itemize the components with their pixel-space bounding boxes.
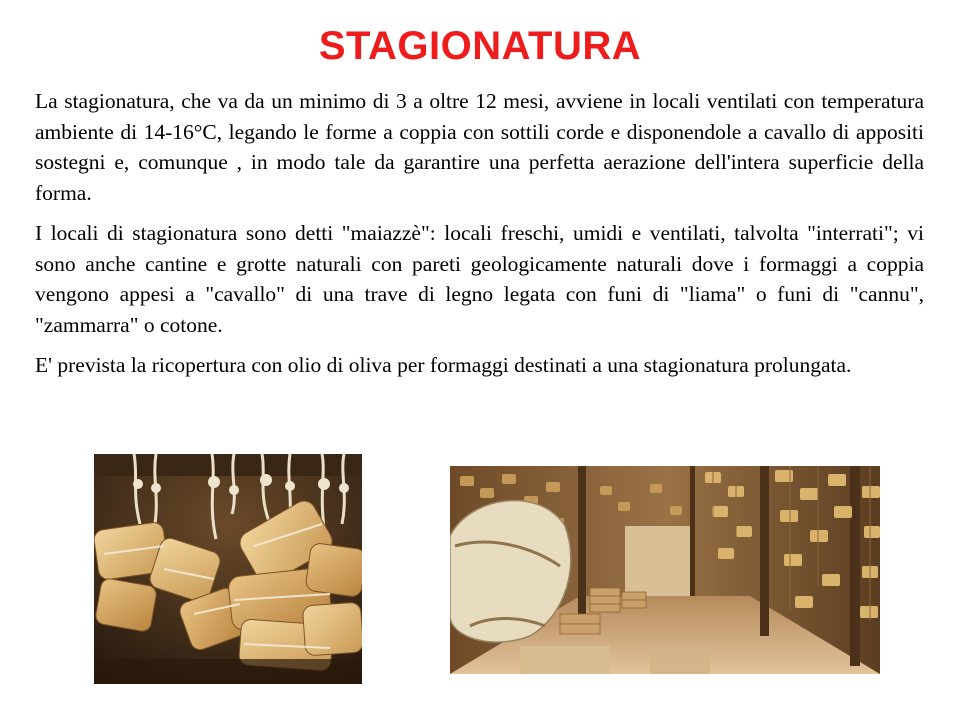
paragraph-aging-duration: La stagionatura, che va da un minimo di 3 a oltre 12 mesi, avviene in locali ventilati con temperatura ambiente di 14-16°C, legando le forme a coppia con sottili corde e disponendole a cavallo di appositi sostegni e, comunque , in modo tale da garantire una perfetta aerazione dell'intera superficie della forma. — [35, 89, 924, 205]
slide-title: STAGIONATURA — [318, 24, 642, 68]
slide-body — [35, 86, 924, 391]
cheese-cellar-photo — [450, 466, 880, 674]
paragraph-aging-rooms: I locali di stagionatura sono detti "maiazzè": locali freschi, umidi e ventilati, talvolta "interrati"; vi sono anche cantine e grotte naturali con pareti geologicamente naturali dove i formaggi a coppia vengono appesi a "cavallo" di una trave di legno legata con funi di "liama" o funi di "cannu", "zammarra" o cotone. — [35, 221, 924, 337]
hanging-cheeses-photo — [94, 454, 362, 684]
paragraph-olive-oil: E' prevista la ricopertura con olio di oliva per formaggi destinati a una stagionatura prolungata. — [35, 353, 852, 377]
